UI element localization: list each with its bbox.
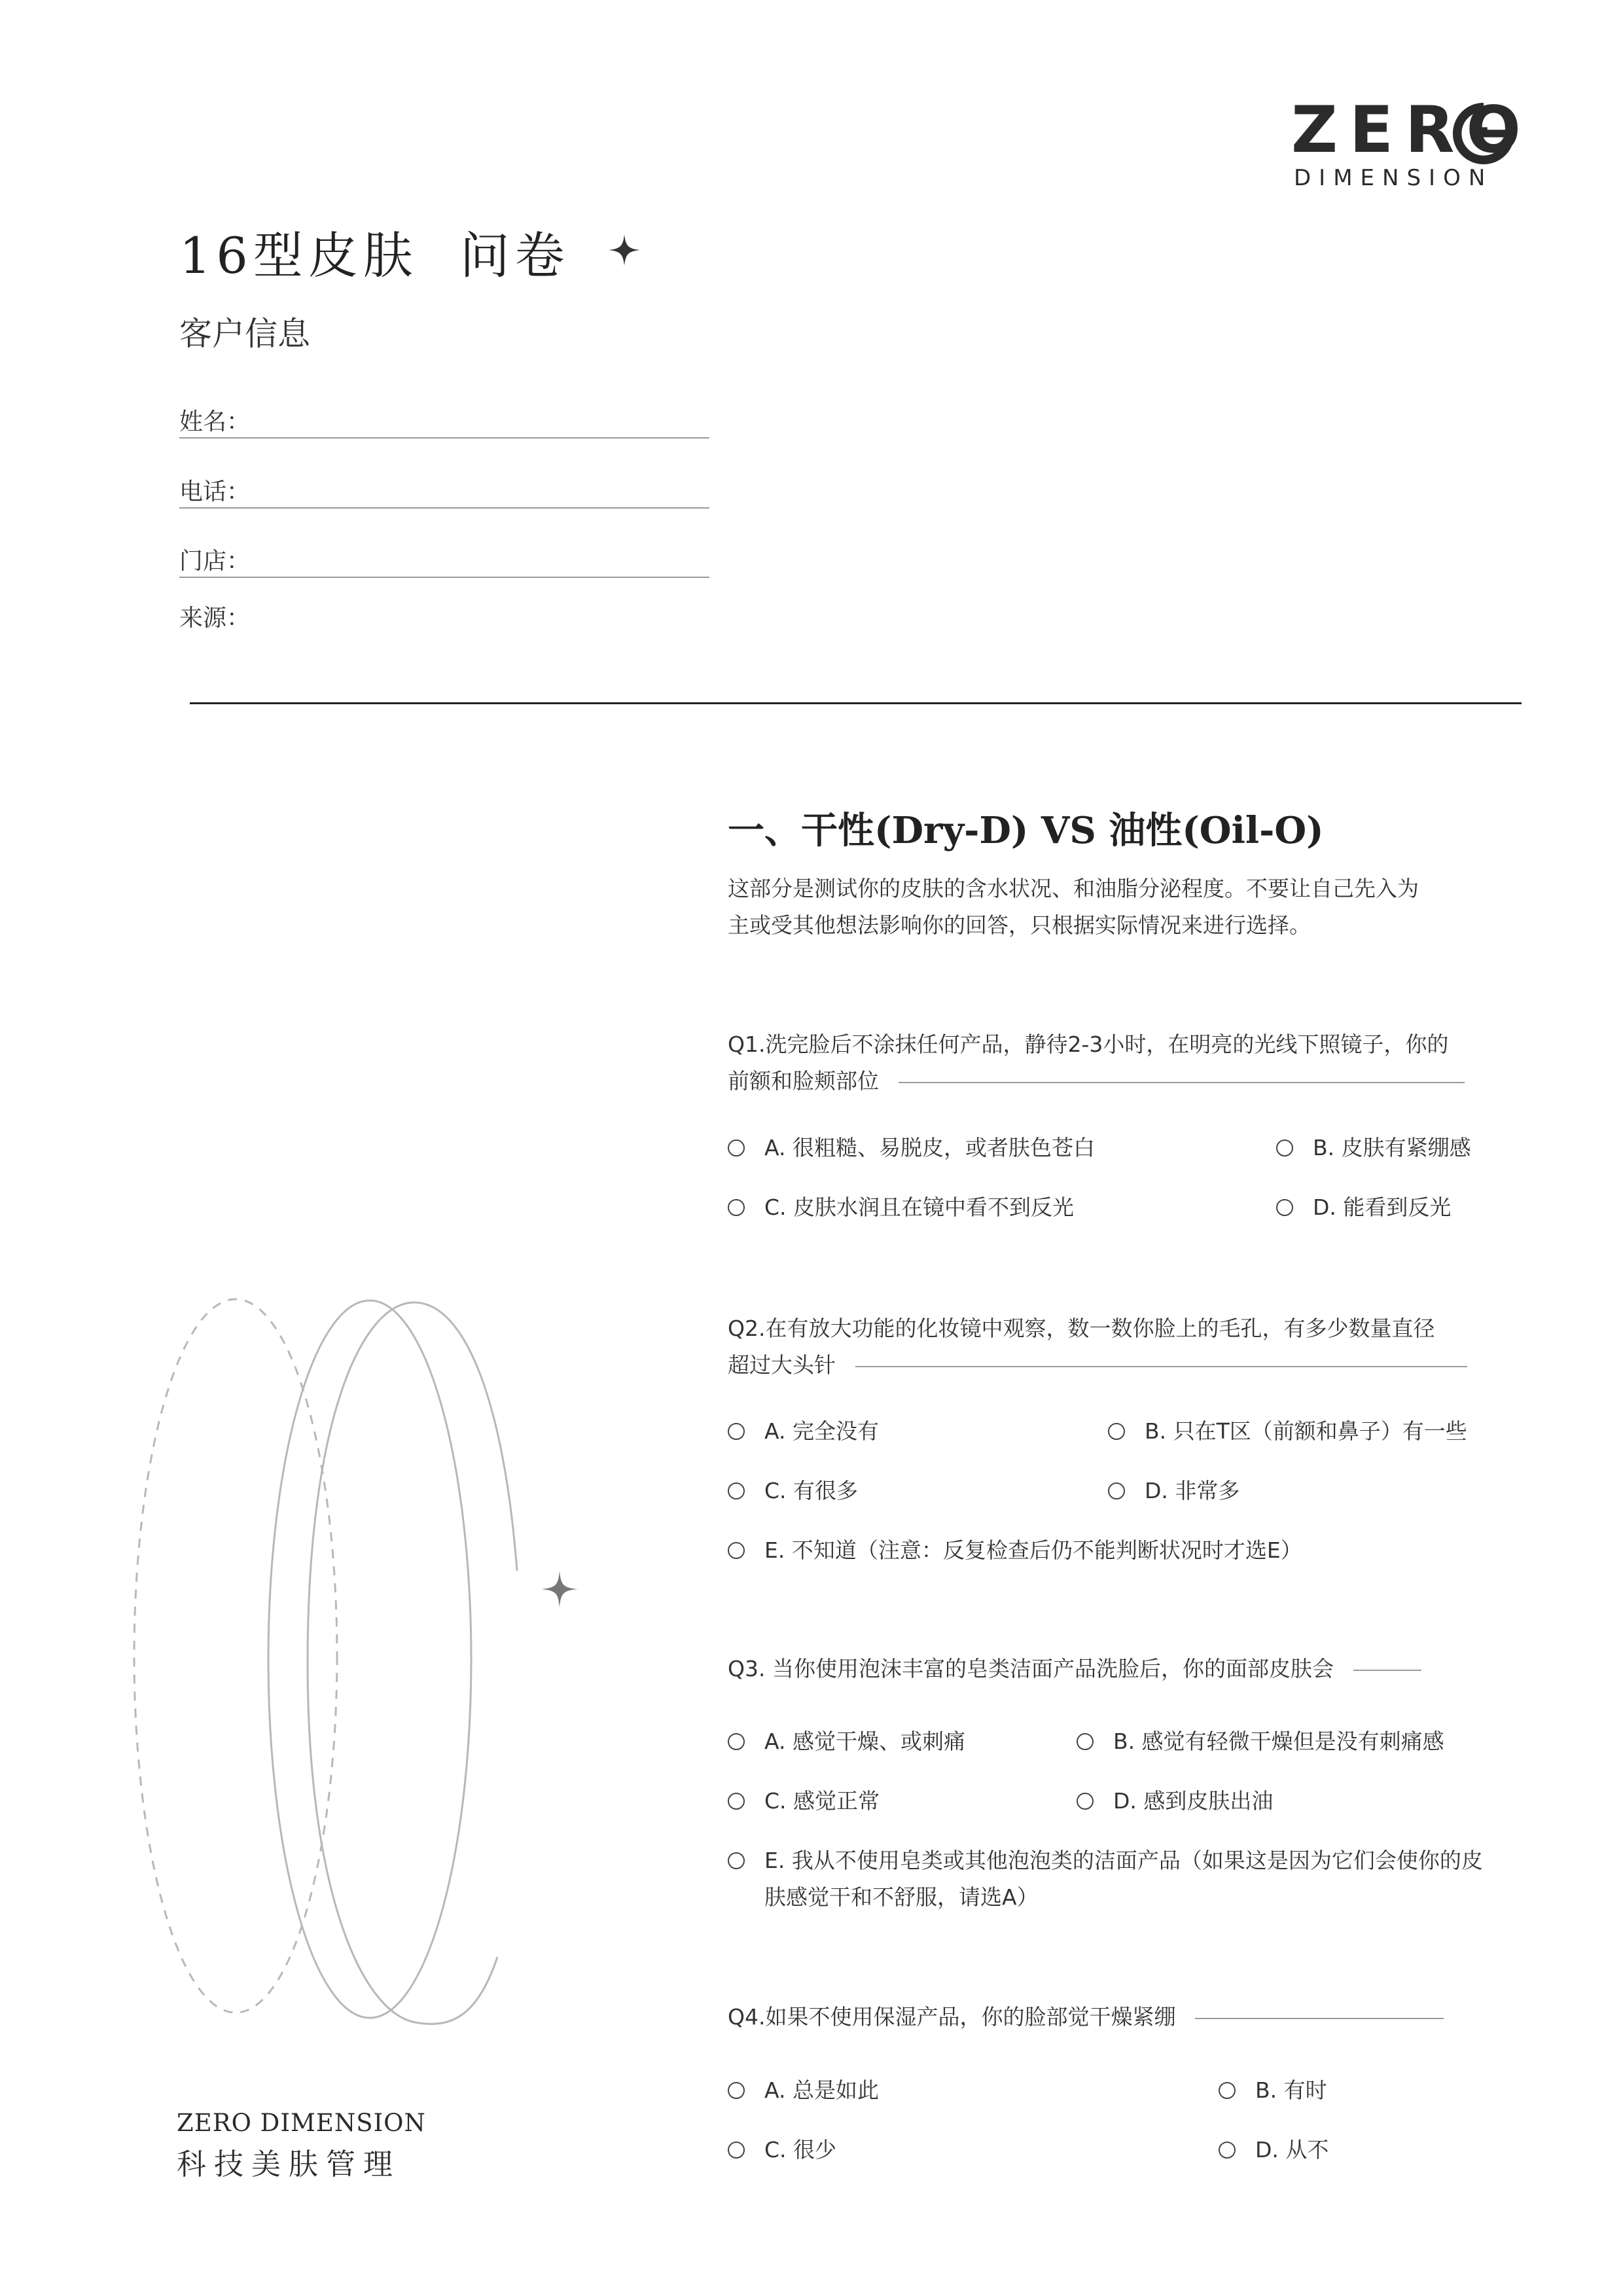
radio-button[interactable] — [728, 1139, 745, 1157]
question-rule — [855, 1366, 1467, 1367]
radio-button[interactable] — [1077, 1793, 1094, 1810]
phone-field[interactable] — [179, 469, 709, 509]
page-title — [179, 216, 570, 287]
radio-button[interactable] — [1276, 1139, 1293, 1157]
radio-button[interactable] — [1077, 1733, 1094, 1750]
logo-o-icon — [1452, 102, 1515, 165]
radio-button[interactable] — [728, 1793, 745, 1810]
q2-option-a[interactable]: A. 完全没有 — [728, 1413, 879, 1450]
question-rule — [899, 1082, 1465, 1083]
question-1 — [728, 1026, 1487, 1100]
q3-option-a[interactable]: A. 感觉干燥、或刺痛 — [728, 1723, 965, 1760]
question-2 — [728, 1310, 1487, 1384]
phone-underline — [179, 507, 709, 509]
sparkle-small-icon — [540, 1570, 579, 1609]
q1-option-c[interactable]: C. 皮肤水润且在镜中看不到反光 — [728, 1189, 1074, 1226]
store-label: 门店： — [179, 548, 251, 575]
question-3-line1: Q3. 当你使用泡沫丰富的皂类洁面产品洗脸后，你的面部皮肤会 — [728, 1656, 1334, 1681]
question-3 — [728, 1651, 1487, 1687]
store-underline — [179, 577, 709, 578]
q4-option-c[interactable]: C. 很少 — [728, 2132, 836, 2168]
decorative-orbit-graphic — [105, 1296, 524, 2055]
question-4 — [728, 1999, 1487, 2036]
logo-wordmark: ZERO — [1291, 93, 1533, 168]
q4-option-b[interactable]: B. 有时 — [1219, 2072, 1327, 2109]
question-1-line2: 前额和脸颊部位 — [728, 1068, 879, 1094]
brand-logo — [1291, 93, 1533, 196]
q3-option-b[interactable]: B. 感觉有轻微干燥但是没有刺痛感 — [1077, 1723, 1444, 1760]
radio-button[interactable] — [728, 1423, 745, 1440]
radio-button[interactable] — [728, 1733, 745, 1750]
radio-button[interactable] — [1108, 1423, 1125, 1440]
q4-option-a[interactable]: A. 总是如此 — [728, 2072, 879, 2109]
radio-button[interactable] — [1219, 2142, 1236, 2159]
q4-option-d[interactable]: D. 从不 — [1219, 2132, 1329, 2168]
name-field[interactable] — [179, 399, 709, 439]
title-part1: 16型皮肤 — [179, 226, 418, 285]
q2-option-b[interactable]: B. 只在T区（前额和鼻子）有一些 — [1108, 1413, 1467, 1450]
source-label: 来源： — [179, 605, 251, 632]
q2-option-e[interactable]: E. 不知道（注意：反复检查后仍不能判断状况时才选E） — [728, 1532, 1302, 1569]
radio-button[interactable] — [728, 2082, 745, 2099]
q2-option-c[interactable]: C. 有很多 — [728, 1473, 858, 1509]
sparkle-icon — [607, 233, 641, 267]
radio-button[interactable] — [728, 1199, 745, 1216]
question-rule — [1195, 2018, 1444, 2019]
q2-option-d[interactable]: D. 非常多 — [1108, 1473, 1240, 1509]
source-field[interactable] — [179, 596, 709, 635]
radio-button[interactable] — [728, 1542, 745, 1559]
q1-option-a[interactable]: A. 很粗糙、易脱皮，或者肤色苍白 — [728, 1130, 1095, 1166]
brand-name-en: ZERO DIMENSION — [177, 2109, 426, 2137]
radio-button[interactable] — [1276, 1199, 1293, 1216]
q1-option-d[interactable]: D. 能看到反光 — [1276, 1189, 1451, 1226]
question-rule — [1353, 1670, 1421, 1671]
question-2-line1: Q2.在有放大功能的化妆镜中观察，数一数你脸上的毛孔，有多少数量直径 — [728, 1316, 1435, 1341]
question-1-line1: Q1.洗完脸后不涂抹任何产品，静待2-3小时，在明亮的光线下照镜子，你的 — [728, 1031, 1449, 1057]
q3-option-e[interactable]: E. 我从不使用皂类或其他泡泡类的洁面产品（如果这是因为它们会使你的皮肤感觉干和不舒服，请选A） — [728, 1842, 1491, 1916]
name-label: 姓名： — [179, 408, 251, 435]
q1-option-b[interactable]: B. 皮肤有紧绷感 — [1276, 1130, 1471, 1166]
section-title: 一、干性(Dry-D) VS 油性(Oil-O) — [728, 809, 1324, 852]
section-divider — [190, 702, 1522, 704]
q3-option-c[interactable]: C. 感觉正常 — [728, 1783, 880, 1820]
q3-option-d[interactable]: D. 感到皮肤出油 — [1077, 1783, 1273, 1820]
brand-name-cn: 科技美肤管理 — [177, 2147, 401, 2181]
title-part2: 问卷 — [459, 226, 570, 285]
radio-button[interactable] — [728, 1482, 745, 1499]
radio-button[interactable] — [1219, 2082, 1236, 2099]
section-description-line: 主或受其他想法影响你的回答，只根据实际情况来进行选择。 — [728, 912, 1311, 938]
section-description-line: 这部分是测试你的皮肤的含水状况、和油脂分泌程度。不要让自己先入为 — [728, 876, 1419, 901]
logo-subtitle: DIMENSION — [1294, 165, 1493, 191]
name-underline — [179, 437, 709, 439]
section-description — [728, 870, 1487, 944]
phone-label: 电话： — [179, 478, 251, 505]
radio-button[interactable] — [1108, 1482, 1125, 1499]
question-2-line2: 超过大头针 — [728, 1352, 836, 1378]
customer-info-heading: 客户信息 — [179, 315, 310, 353]
radio-button[interactable] — [728, 1852, 745, 1869]
question-4-line1: Q4.如果不使用保湿产品，你的脸部觉干燥紧绷 — [728, 2004, 1176, 2030]
store-field[interactable] — [179, 539, 709, 578]
radio-button[interactable] — [728, 2142, 745, 2159]
